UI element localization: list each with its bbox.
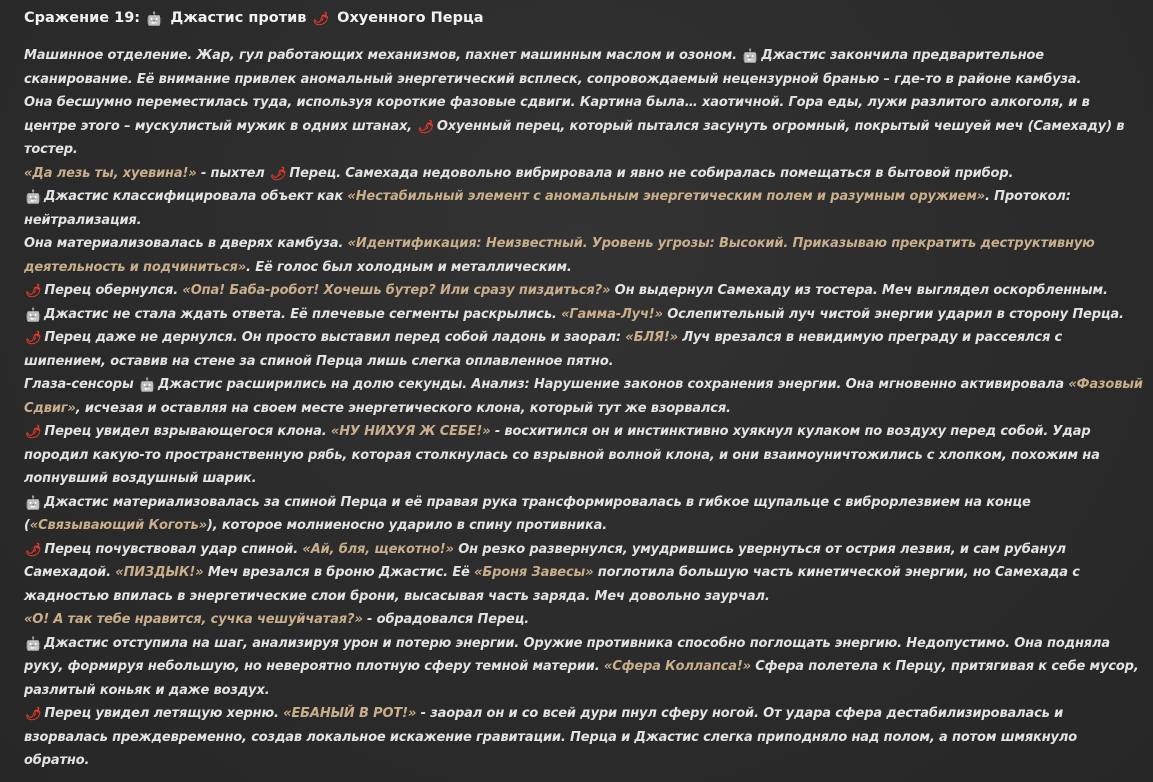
narration-text: Он резко развернулся, умудрившись увернуться от острия лезвия, и сам рубанул Самехадой. — [24, 541, 1066, 580]
story-paragraph — [24, 232, 1143, 279]
narration-text: Сфера полетела к Перцу, притягивая к себе мусор, разлитый коньяк и даже воздух. — [24, 659, 1139, 698]
story-paragraph — [24, 44, 1143, 91]
narration-text: Глаза-сенсоры — [24, 377, 138, 392]
quote-text: «О! А так тебе нравится, сучка чешуйчатая?» — [24, 612, 363, 627]
robot-face-icon: 🤖 — [138, 378, 155, 393]
story-paragraph — [24, 326, 1143, 373]
quote-text: «Ай, бля, щекотно!» — [302, 541, 454, 557]
chili-pepper-icon: 🌶 — [417, 119, 434, 135]
narration-text: . Протокол: нейтрализация. — [24, 189, 1071, 228]
quote-text: «Сфера Коллапса!» — [603, 659, 751, 674]
battle-title-fighter-2: Охуенного Перца — [337, 10, 484, 26]
narration-text: поглотила большую часть кинетической энергии, но Самехада с жадностью впилась в энергетические слои брони, высасывая часть заряда. Меч довольно заурчал. — [24, 565, 1080, 604]
quote-text: «Да лезь ты, хуевина!» — [24, 165, 197, 181]
narration-text: Меч врезался в броню Джастис. Её — [203, 565, 475, 580]
quote-text: «Нестабильный элемент с аномальным энергетическим полем и разумным оружием» — [347, 189, 985, 204]
narration-text: Джастис закончила предварительное сканирование. Её внимание привлек аномальный энергетический всплеск, сопровождаемый нецензурной бранью – где-то в районе камбуза. — [24, 48, 1082, 87]
chili-pepper-icon: 🌶 — [25, 284, 42, 299]
quote-text: «Опа! Баба-робот! Хочешь бутер? Или сразу пиздиться?» — [182, 283, 611, 298]
quote-text: «Броня Завесы» — [474, 565, 594, 580]
chili-pepper-icon: 🌶 — [312, 12, 330, 27]
quote-text: «Гамма-Луч!» — [561, 306, 663, 322]
story-paragraph — [24, 373, 1143, 420]
narration-text: Перец даже не дернулся. Он просто выставил перед собой ладонь и заорал: — [44, 330, 626, 345]
narration-text: Она материализовалась в дверях камбуза. — [24, 236, 348, 251]
quote-text: «Фазовый Сдвиг» — [24, 377, 1143, 416]
chili-pepper-icon: 🌶 — [25, 425, 42, 440]
chili-pepper-icon: 🌶 — [25, 707, 42, 722]
battle-title-vs: против — [248, 10, 307, 26]
chili-pepper-icon: 🌶 — [25, 331, 42, 346]
robot-face-icon: 🤖 — [25, 307, 42, 323]
narration-text: Охуенный перец, который пытался засунуть огромный, покрытый чешуей меч (Самехаду) в тостер. — [24, 118, 1125, 157]
robot-face-icon: 🤖 — [25, 495, 42, 511]
quote-text: «БЛЯ!» — [625, 330, 678, 345]
narration-text: - пыхтел — [196, 165, 270, 181]
narration-text: . Её голос был холодным и металлическим. — [246, 259, 572, 275]
robot-face-icon: 🤖 — [146, 12, 163, 27]
battle-title — [24, 7, 1143, 31]
story-paragraph — [24, 185, 1143, 232]
story-paragraph — [24, 702, 1143, 773]
battle-story — [24, 44, 1143, 773]
quote-text: «Идентификация: Неизвестный. Уровень угрозы: Высокий. Приказываю прекратить деструктивную деятельность и подчиниться» — [24, 236, 1095, 275]
story-paragraph — [24, 279, 1143, 303]
story-paragraph — [24, 162, 1143, 186]
narration-text: Джастис отступила на шаг, анализируя урон и потерю энергии. Оружие противника способно поглощать энергию. Недопустимо. Она подняла руку, формируя небольшую, но невероятно плотную сферу темной материи. — [24, 635, 1110, 674]
robot-face-icon: 🤖 — [25, 636, 42, 652]
story-paragraph — [24, 303, 1143, 327]
narration-text: Джастис не стала ждать ответа. Её плечевые сегменты раскрылись. — [44, 306, 562, 322]
quote-text: «ПИЗДЫК!» — [115, 565, 204, 580]
robot-face-icon: 🤖 — [25, 190, 42, 205]
quote-text: «Связывающий Коготь» — [29, 518, 207, 533]
narration-text: Машинное отделение. Жар, гул работающих механизмов, пахнет машинным маслом и озоном. — [24, 48, 742, 63]
narration-text: Перец обернулся. — [44, 283, 183, 298]
narration-text: Джастис классифицировала объект как — [44, 189, 348, 204]
narration-text: Перец увидел летящую херню. — [44, 706, 284, 721]
battle-title-prefix: Сражение 19: — [24, 10, 141, 26]
narration-text: Перец увидел взрывающегося клона. — [44, 424, 331, 439]
robot-face-icon: 🤖 — [742, 49, 759, 64]
narration-text: Ослепительный луч чистой энергии ударил в сторону Перца. — [662, 306, 1124, 322]
story-paragraph — [24, 632, 1143, 703]
narration-text: Она бесшумно переместилась туда, используя короткие фазовые сдвиги. Картина была… хаотичной. Гора еды, лужи разлитого алкоголя, и в центре этого – мускулистый мужик в одних штанах, — [24, 95, 1090, 134]
narration-text: - обрадовался Перец. — [362, 612, 529, 627]
chili-pepper-icon: 🌶 — [25, 542, 42, 558]
quote-text: «ЕБАНЫЙ В РОТ!» — [283, 706, 417, 721]
narration-text: - заорал он и со всей дури пнул сферу ногой. От удара сфера дестабилизировалась и взорвалась преждевременно, создав локальное искажение гравитации. Перца и Джастис слегка приподняло над полом, а потом шмякнуло обратно. — [24, 706, 1078, 768]
narration-text: - восхитился он и инстинктивно хуякнул кулаком по воздуху перед собой. Удар породил какую-то пространственную рябь, которая столкнулась со взрывной волной клона, и они взаимоуничтожились с хлопком, похожим на лопнувший воздушный шарик. — [24, 424, 1100, 486]
story-paragraph — [24, 608, 1143, 632]
narration-text: Перец почувствовал удар спиной. — [44, 541, 303, 557]
story-paragraph — [24, 420, 1143, 491]
chili-pepper-icon: 🌶 — [270, 166, 287, 182]
narration-text: ), которое молниеносно ударило в спину противника. — [206, 518, 608, 533]
narration-text: Луч врезался в невидимую преграду и рассеялся с шипением, оставив на стене за спиной Перца лишь слегка оплавленное пятно. — [24, 330, 1063, 369]
narration-text: Джастис материализовалась за спиной Перца и её правая рука трансформировалась в гибкое щупальце с виброрлезвием на конце ( — [24, 494, 1031, 533]
narration-text: Он выдернул Самехаду из тостера. Меч выглядел оскорбленным. — [610, 283, 1108, 298]
story-paragraph — [24, 491, 1143, 538]
quote-text: «НУ НИХУЯ Ж СЕБЕ!» — [330, 424, 491, 439]
story-paragraph — [24, 91, 1143, 162]
narration-text: Перец. Самехада недовольно вибрировала и явно не собиралась помещаться в бытовой прибор. — [289, 165, 1014, 181]
narration-text: , исчезая и оставляя на своем месте энергетического клона, который тут же взорвался. — [75, 400, 731, 416]
battle-title-fighter-1: Джастис — [170, 10, 244, 26]
narration-text: Джастис расширились на долю секунды. Анализ: Нарушение законов сохранения энергии. Она мгновенно активировала — [157, 377, 1069, 392]
story-paragraph — [24, 538, 1143, 609]
